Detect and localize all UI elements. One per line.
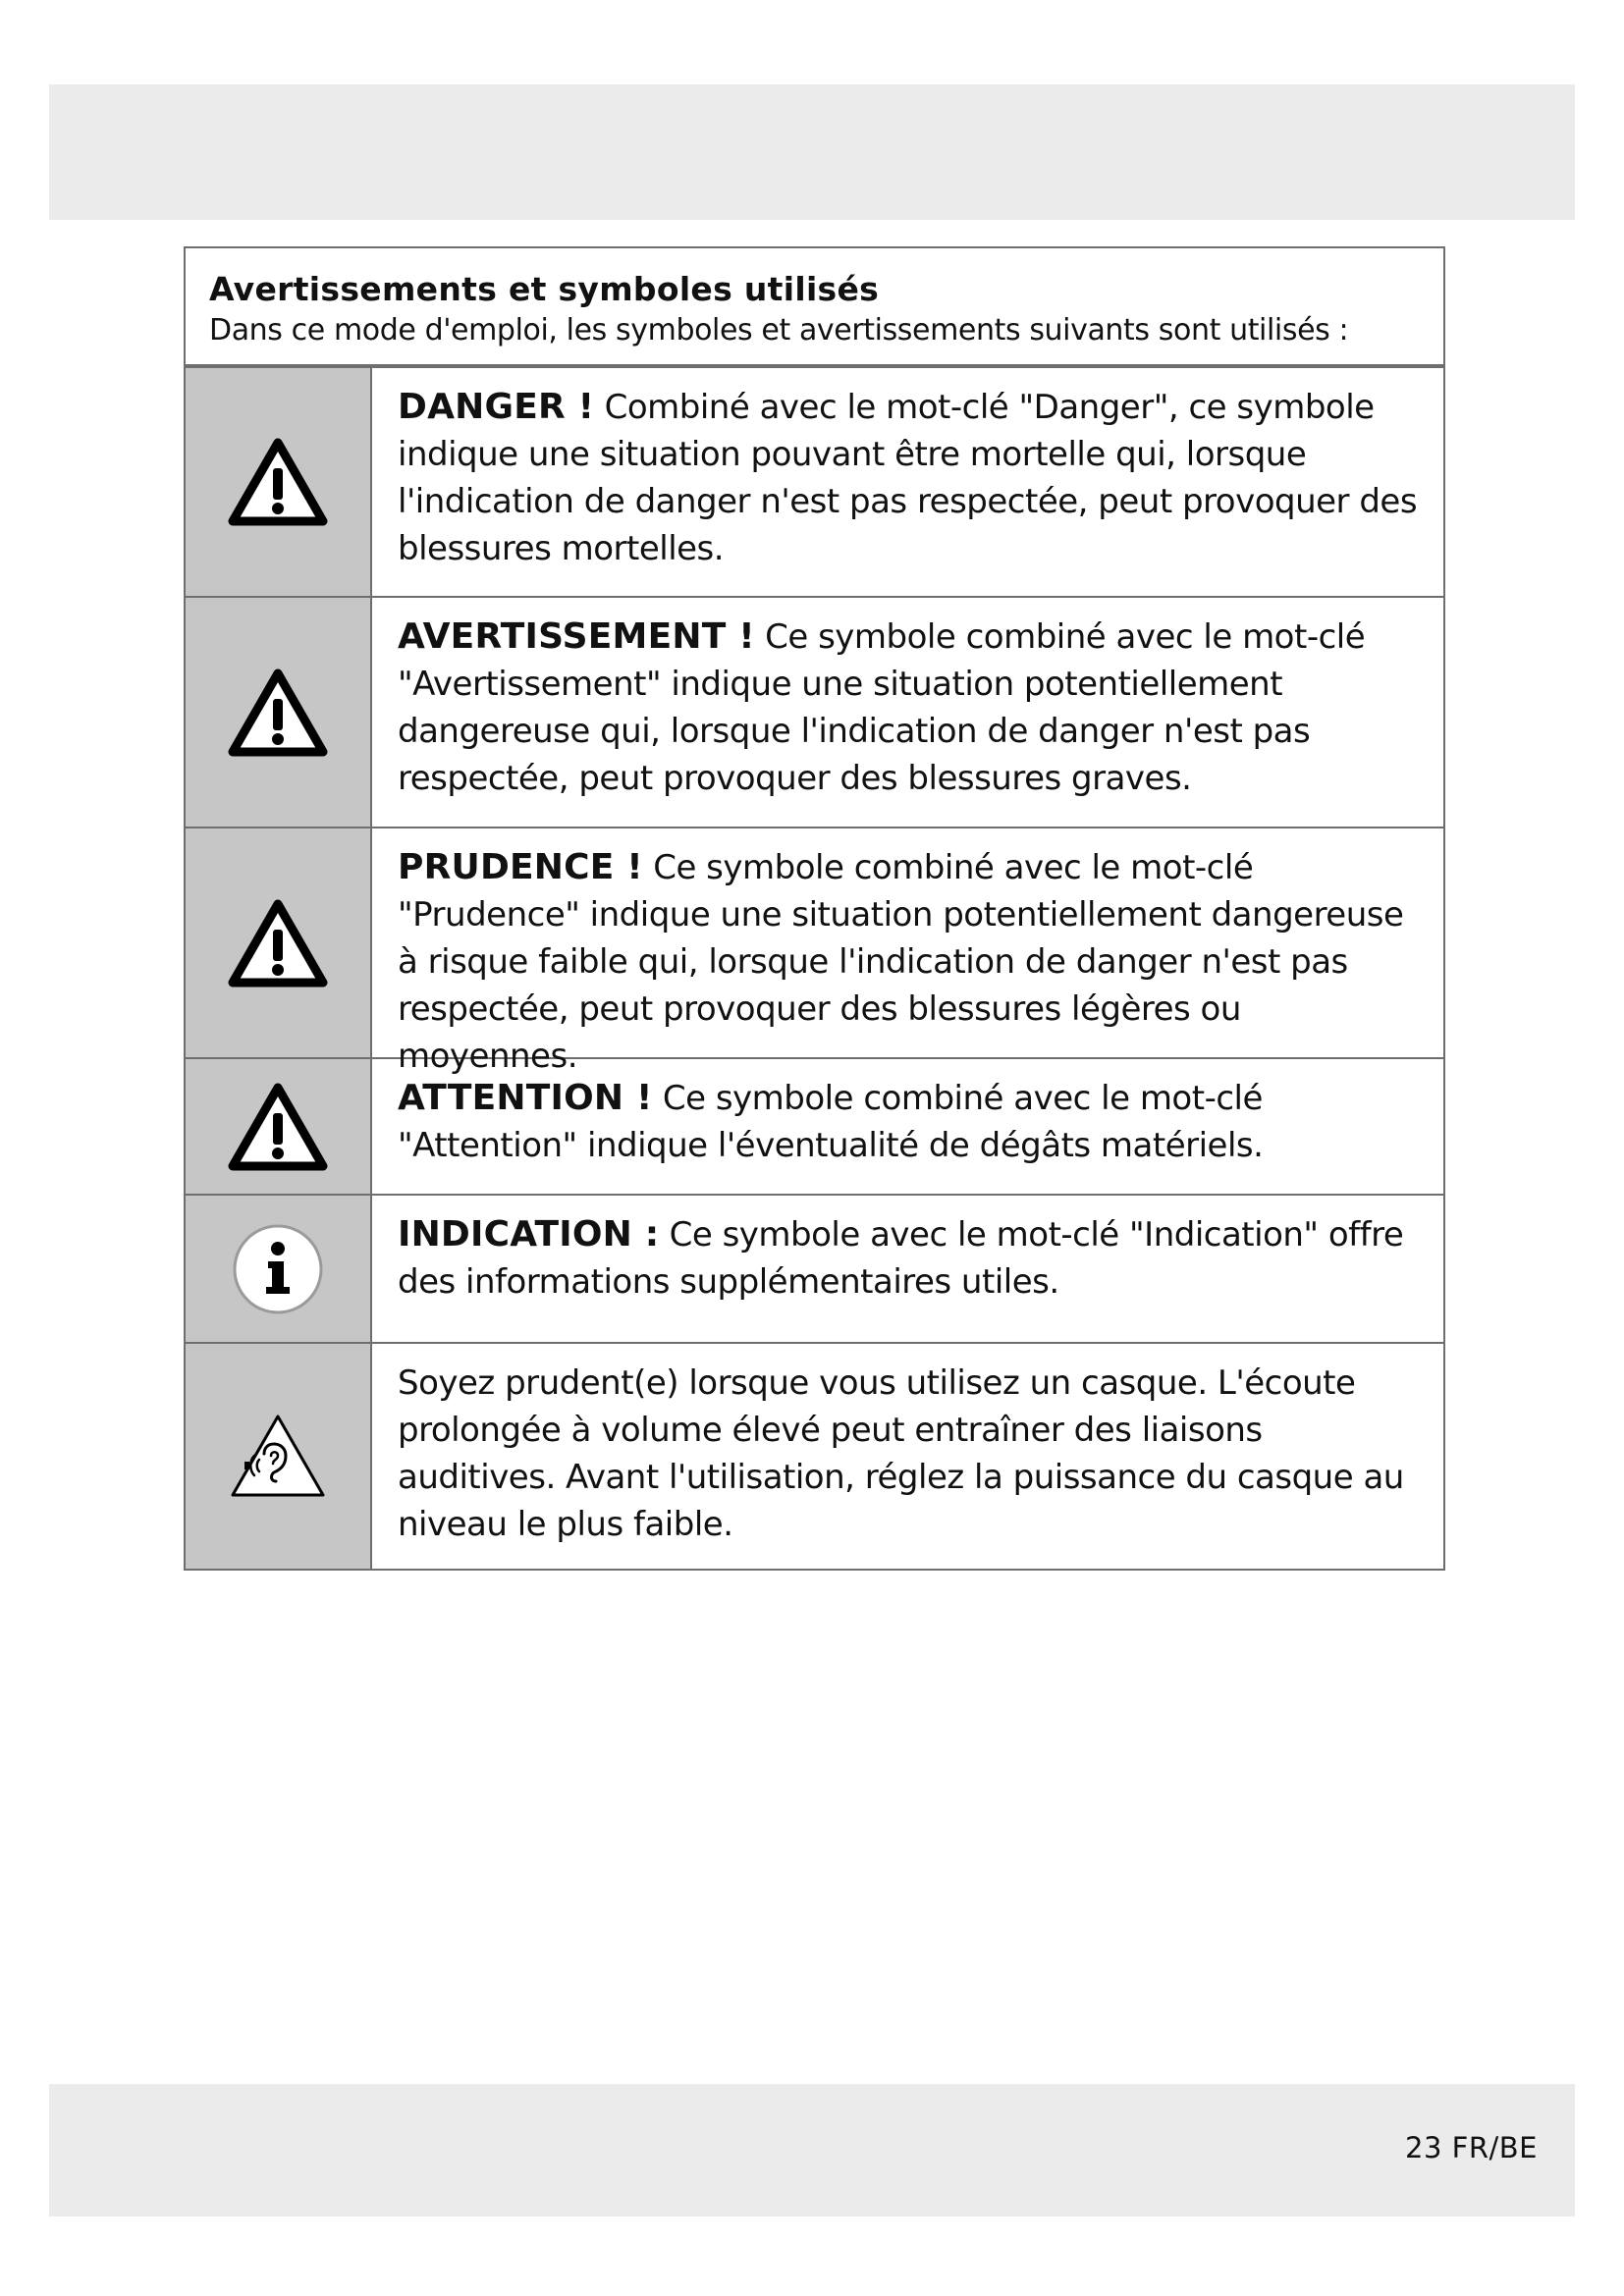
warning-triangle-icon [227,1082,329,1172]
warnings-table [184,246,1445,1571]
footer-band [49,2084,1575,2216]
description-prudence: Ce symbole combiné avec le mot-clé "Prudence" indique une situation potentiellement dangereuse à risque faible qui, lorsque l'indication de danger n'est pas respectée, peut provoquer des blessures légères ou moyennes. [398,848,1404,1076]
warning-triangle-icon [227,667,329,758]
description-indication: Ce symbole avec le mot-clé "Indication" offre des informations supplémentaires utiles. [398,1215,1404,1302]
table-row-attention [186,1057,1443,1194]
table-header [186,248,1443,366]
table-row-avertissement [186,596,1443,827]
keyword-prudence: PRUDENCE ! [398,847,643,887]
description-hearing: Soyez prudent(e) lorsque vous utilisez un casque. L'écoute prolongée à volume élevé peut entraîner des liaisons auditives. Avant l'utilisation, réglez la puissance du casque au niveau le plus faible. [398,1363,1404,1544]
table-row-danger [186,366,1443,596]
table-intro: Dans ce mode d'emploi, les symboles et avertissements suivants sont utilisés : [209,313,1349,347]
hearing-warning-icon [227,1411,329,1503]
table-row-hearing [186,1342,1443,1569]
table-row-indication [186,1194,1443,1342]
description-attention: Ce symbole combiné avec le mot-clé "Attention" indique l'éventualité de dégâts matériels. [398,1079,1264,1165]
info-icon [231,1222,325,1316]
header-band [49,84,1575,220]
table-row-prudence [186,827,1443,1076]
page-number: 23 FR/BE [1405,2131,1538,2164]
keyword-attention: ATTENTION ! [398,1078,653,1118]
warning-triangle-icon [227,898,329,988]
keyword-avertissement: AVERTISSEMENT ! [398,616,755,657]
keyword-danger: DANGER ! [398,387,595,427]
keyword-indication: INDICATION : [398,1214,660,1255]
description-avertissement: Ce symbole combiné avec le mot-clé "Avertissement" indique une situation potentiellement dangereuse qui, lorsque l'indication de danger n'est pas respectée, peut provoquer des blessures graves. [398,617,1366,798]
description-danger: Combiné avec le mot-clé "Danger", ce symbole indique une situation pouvant être mortelle qui, lorsque l'indication de danger n'est pas respectée, peut provoquer des blessures mortelles. [398,388,1418,568]
warning-triangle-icon [227,437,329,527]
table-title: Avertissements et symboles utilisés [209,270,880,308]
